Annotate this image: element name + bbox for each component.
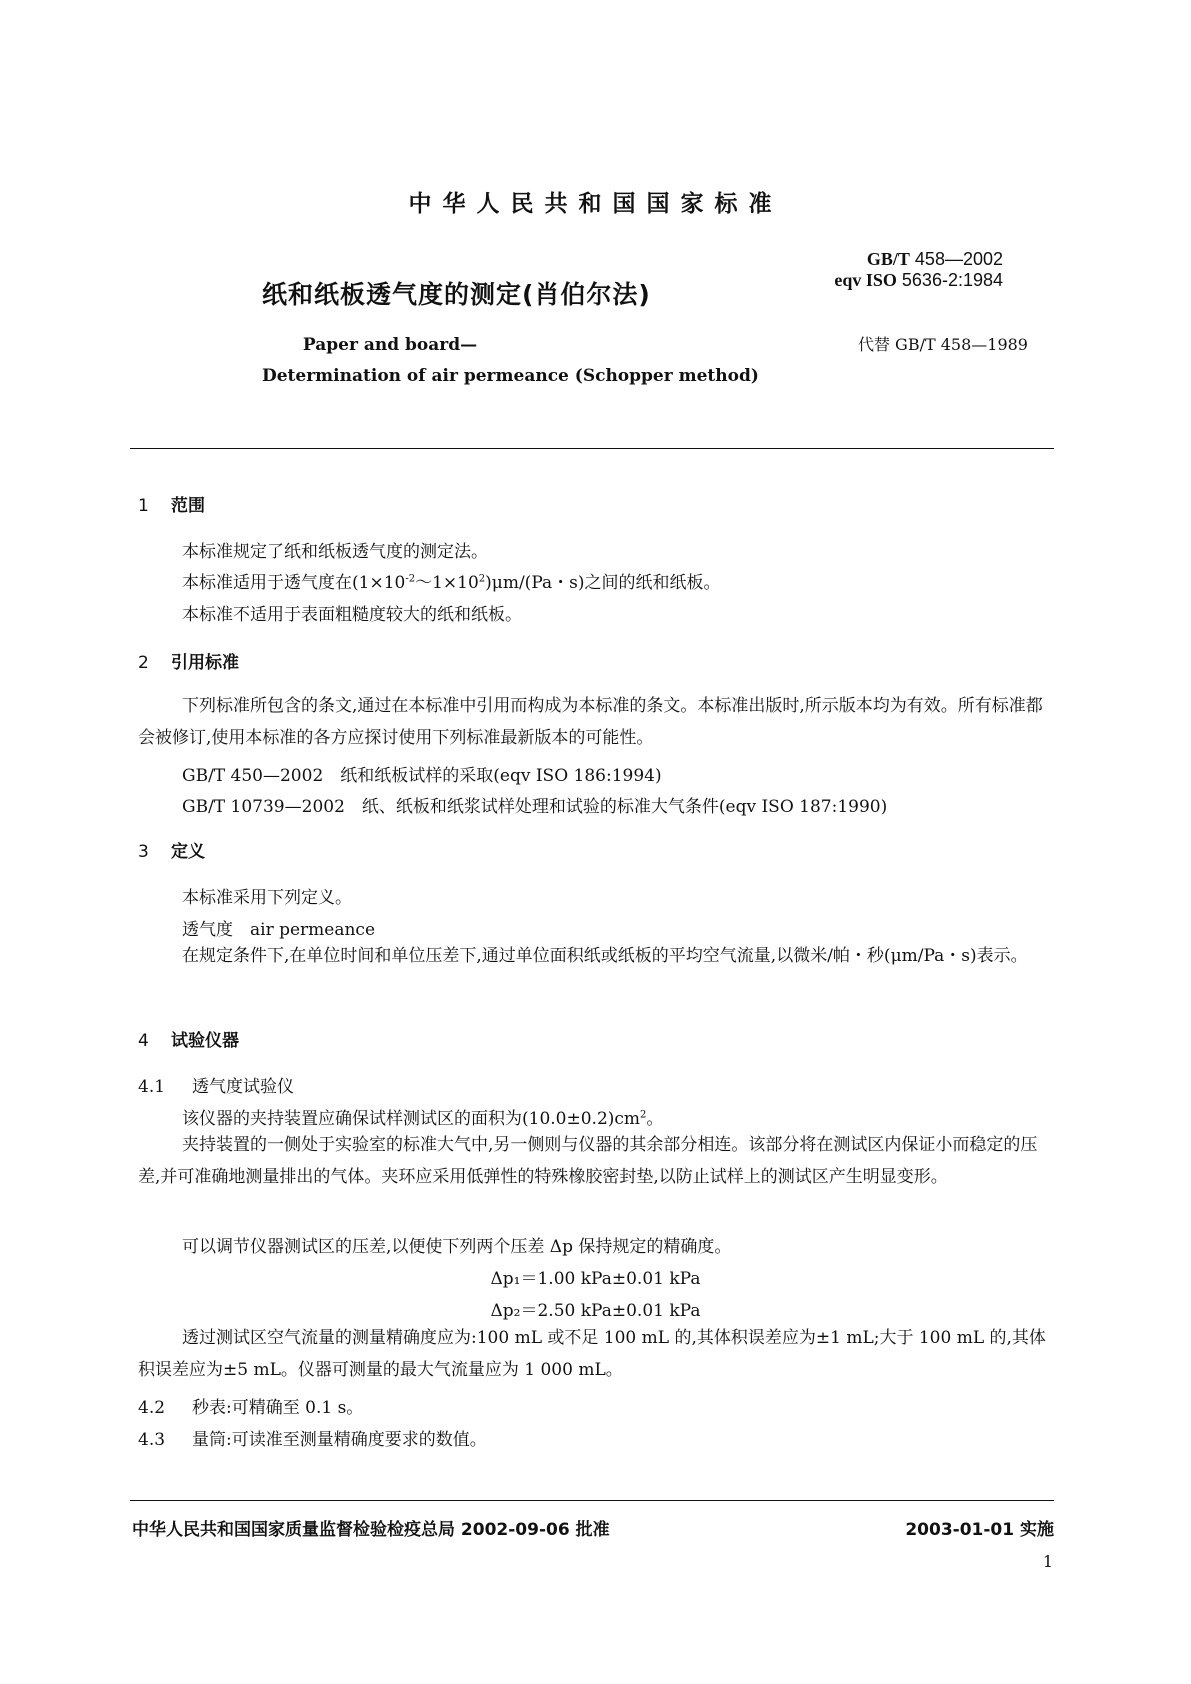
effective-date: 2003-01-01 实施 — [905, 1520, 1054, 1540]
section-4-1-p3: 可以调节仪器测试区的压差,以便使下列两个压差 Δp 保持规定的精确度。 — [182, 1237, 732, 1257]
section-4-1-p1: 该仪器的夹持装置应确保试样测试区的面积为$(10.0\pm 0.2)cm^2$。 — [182, 1109, 664, 1129]
section-3-heading: 3 定义 — [138, 842, 205, 862]
page-number: 1 — [1042, 1552, 1053, 1571]
national-standard-heading: 中华人民共和国国家标准 — [408, 191, 783, 217]
section-1-p3: 本标准不适用于表面粗糙度较大的纸和纸板。 — [182, 605, 522, 625]
section-3-p2: 在规定条件下,在单位时间和单位压差下,通过单位面积纸或纸板的平均空气流量,以微米/帕・秒(μm/Pa・s)表示。 — [182, 946, 1028, 966]
equation-2: Δp₂＝2.50 kPa±0.01 kPa — [490, 1301, 701, 1321]
term-definition: 透气度 air permeance — [182, 920, 376, 940]
document-title-cn: 纸和纸板透气度的测定(肖伯尔法) — [262, 280, 651, 309]
subsection-4-1-heading: 4.1 透气度试验仪 — [138, 1077, 294, 1097]
subsection-4-2: 4.2 秒表:可精确至 0.1 s。 — [138, 1398, 364, 1418]
equivalent-code: eqv ISO 5636-2:1984 — [834, 270, 1003, 290]
section-4-1-p2: 夹持装置的一侧处于实验室的标准大气中,另一侧则与仪器的其余部分相连。该部分将在测试区内保证小而稳定的压差,并可准确地测量排出的气体。夹环应采用低弹性的特殊橡胶密封垫,以防止试样上的测试区产生明显变形。 — [138, 1135, 1038, 1187]
section-2-p1: 下列标准所包含的条文,通过在本标准中引用而构成为本标准的条文。本标准出版时,所示版本均为有效。所有标准都会被修订,使用本标准的各方应探讨使用下列标准最新版本的可能性。 — [138, 696, 1043, 748]
equation-1: Δp₁＝1.00 kPa±0.01 kPa — [490, 1269, 701, 1289]
section-3-p1: 本标准采用下列定义。 — [182, 888, 352, 908]
header-divider — [130, 448, 1054, 449]
approval-line: 中华人民共和国国家质量监督检验检疫总局 2002-09-06 批准 — [132, 1520, 610, 1540]
section-2-heading: 2 引用标准 — [138, 653, 239, 673]
section-1-p2: 本标准适用于透气度在$(1\times 10^{-2}\sim 1\times 10^2)\mu m/(Pa$・s)之间的纸和纸板。 — [182, 573, 721, 593]
section-1-p1: 本标准规定了纸和纸板透气度的测定法。 — [182, 542, 488, 562]
footer-divider — [130, 1500, 1054, 1501]
reference-1: GB/T 450—2002 纸和纸板试样的采取(eqv ISO 186:1994) — [182, 766, 662, 786]
section-1-heading: 1 范围 — [138, 496, 205, 516]
document-title-en-1: Paper and board— — [302, 335, 478, 355]
standard-code: GB/T 458—2002 — [866, 249, 1003, 269]
reference-2: GB/T 10739—2002 纸、纸板和纸浆试样处理和试验的标准大气条件(eqv ISO 187:1990) — [182, 797, 888, 817]
section-4-heading: 4 试验仪器 — [138, 1031, 239, 1051]
replaces-standard: 代替 GB/T 458—1989 — [857, 335, 1028, 354]
document-title-en-2: Determination of air permeance (Schopper method) — [262, 366, 759, 386]
subsection-4-3: 4.3 量筒:可读准至测量精确度要求的数值。 — [138, 1430, 487, 1450]
section-4-1-p4: 透过测试区空气流量的测量精确度应为:100 mL 或不足 100 mL 的,其体积误差应为±1 mL;大于 100 mL 的,其体积误差应为±5 mL。仪器可测量的最大气流量应为 1 000 mL。 — [138, 1328, 1046, 1380]
